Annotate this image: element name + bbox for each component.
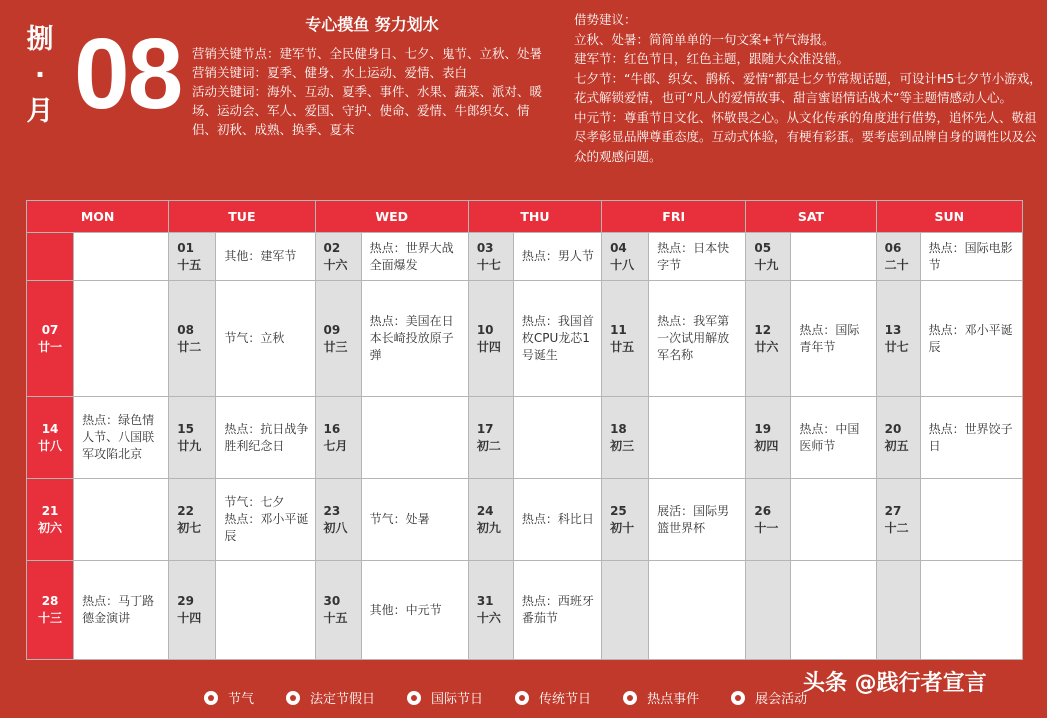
event-text: 热点：国际青年节 (799, 322, 860, 354)
calendar-event-cell (74, 397, 169, 479)
lunar-date: 十五 (177, 257, 202, 272)
calendar-event-cell (791, 281, 876, 397)
event-text: 热点：邓小平诞辰 (928, 322, 1013, 354)
lunar-date: 初六 (38, 520, 63, 535)
calendar-event-cell (361, 281, 468, 397)
calendar-event-cell (74, 233, 169, 281)
calendar-date-cell (315, 479, 361, 561)
weekday-header: FRI (602, 201, 746, 233)
lunar-date: 廿九 (177, 438, 202, 453)
calendar-event-cell (920, 281, 1022, 397)
advice-block (574, 10, 1044, 166)
calendar-event-cell (361, 233, 468, 281)
calendar-event-cell (649, 281, 746, 397)
legend (204, 688, 839, 707)
day-number: 18 (610, 421, 627, 436)
weekday-header: TUE (169, 201, 315, 233)
event-text: 热点：马丁路德金演讲 (82, 594, 155, 625)
calendar-event-cell (513, 479, 601, 561)
lunar-date: 廿七 (884, 339, 909, 354)
legend-item (623, 688, 699, 707)
calendar-date-cell (468, 397, 513, 479)
lunar-date: 初八 (323, 520, 348, 535)
calendar-event-cell (361, 479, 468, 561)
lunar-date: 十九 (754, 257, 779, 272)
day-number: 25 (610, 503, 627, 518)
day-number: 19 (754, 421, 772, 436)
calendar-date-cell (876, 479, 920, 561)
calendar-date-cell (746, 479, 791, 561)
calendar-event-cell (791, 233, 876, 281)
calendar-event-cell (513, 561, 601, 660)
day-number: 06 (884, 240, 902, 255)
calendar-event-cell (74, 561, 169, 660)
day-number: 03 (476, 240, 494, 255)
lunar-date: 初四 (754, 438, 779, 453)
slogan: 专心摸鱼 努力划水 (305, 15, 439, 34)
day-number: 02 (323, 240, 341, 255)
calendar-date-cell (169, 233, 216, 281)
day-number: 26 (754, 503, 772, 518)
legend-dot-icon (731, 691, 745, 705)
event-text: 热点：科比日 (521, 512, 594, 526)
calendar-date-cell-empty (602, 561, 649, 660)
calendar-week-row (27, 233, 1023, 281)
calendar-date-cell (746, 281, 791, 397)
calendar-event-cell (216, 281, 315, 397)
calendar-date-cell (876, 397, 920, 479)
lunar-date: 十一 (754, 520, 779, 535)
calendar-week-row (27, 561, 1023, 660)
weekday-header: MON (27, 201, 169, 233)
event-text: 热点：日本快字节 (657, 240, 730, 272)
event-text: 展活：国际男篮世界杯 (657, 503, 730, 535)
calendar-event-cell (216, 397, 315, 479)
event-text: 其他：中元节 (369, 602, 442, 617)
lunar-date: 廿六 (754, 339, 779, 354)
lunar-date: 十六 (476, 611, 501, 625)
day-number: 13 (884, 322, 902, 337)
lunar-date: 十七 (476, 257, 501, 272)
calendar-event-cell (216, 479, 315, 561)
calendar-week-row (27, 397, 1023, 479)
day-number: 21 (41, 503, 59, 518)
calendar-event-cell (791, 397, 876, 479)
day-number: 07 (41, 322, 59, 337)
calendar-date-cell (876, 233, 920, 281)
calendar-event-cell (920, 561, 1022, 660)
event-text: 热点：西班牙番茄节 (521, 594, 594, 625)
calendar-date-cell-monday (27, 233, 74, 281)
day-number: 17 (476, 421, 494, 436)
legend-label: 展会活动 (755, 692, 808, 707)
legend-label: 节气 (228, 692, 255, 707)
calendar-date-cell (746, 397, 791, 479)
legend-dot-icon (515, 691, 529, 705)
calendar-date-cell-monday (27, 561, 74, 660)
legend-item (515, 688, 591, 707)
calendar-date-cell (468, 233, 513, 281)
lunar-date: 廿五 (610, 339, 635, 354)
advice-line: 建军节：红色节日，红色主题，跟随大众准没错。 (574, 51, 850, 66)
calendar-date-cell (169, 561, 216, 660)
lunar-date: 二十 (884, 257, 909, 272)
lunar-date: 初七 (177, 520, 202, 535)
weekday-header: SUN (876, 201, 1022, 233)
legend-label: 热点事件 (647, 692, 700, 707)
calendar-event-cell (74, 281, 169, 397)
lunar-date: 初二 (476, 438, 501, 453)
event-text: 热点：抗日战争胜利纪念日 (224, 421, 309, 453)
calendar-event-cell (74, 479, 169, 561)
calendar-date-cell (468, 281, 513, 397)
event-text: 热点：我军第一次试用解放军名称 (657, 314, 730, 362)
calendar-event-cell (513, 281, 601, 397)
event-text: 节气：七夕 热点：邓小平诞辰 (224, 495, 309, 543)
lunar-date: 十三 (38, 611, 63, 625)
calendar-event-cell (361, 561, 468, 660)
day-number: 23 (323, 503, 341, 518)
calendar-date-cell-monday (27, 479, 74, 561)
day-number: 10 (476, 322, 494, 337)
keyword-line: 活动关键词：海外、互动、夏季、事件、水果、蔬菜、派对、暖场、运动会、军人、爱国、守护、使命、爱情、牛郎织女、情侣、初秋、成熟、换季、夏末 (192, 84, 543, 137)
calendar-event-cell (649, 397, 746, 479)
day-number: 12 (754, 322, 772, 337)
event-text: 热点：世界大战全面爆发 (369, 240, 454, 272)
legend-item (204, 688, 254, 707)
keyword-line: 营销关键词：夏季、健身、水上运动、爱情、表白 (192, 65, 468, 80)
legend-item (286, 688, 375, 707)
calendar-event-cell (649, 233, 746, 281)
day-number: 05 (754, 240, 772, 255)
event-text: 热点：美国在日本长崎投放原子弹 (369, 314, 454, 362)
weekday-header-row (27, 201, 1023, 233)
calendar-date-cell (315, 281, 361, 397)
day-number: 27 (884, 503, 902, 518)
day-number: 08 (177, 322, 194, 337)
calendar-week-row (27, 281, 1023, 397)
legend-dot-icon (407, 691, 421, 705)
calendar-date-cell (169, 479, 216, 561)
calendar-date-cell (315, 233, 361, 281)
month-vertical-label (22, 22, 58, 130)
calendar-date-cell (315, 397, 361, 479)
day-number: 22 (177, 503, 194, 518)
legend-label: 传统节日 (539, 692, 592, 707)
legend-item (407, 688, 483, 707)
calendar-event-cell (920, 397, 1022, 479)
lunar-date: 十二 (884, 520, 909, 535)
weekday-header: SAT (746, 201, 876, 233)
lunar-date: 初五 (884, 438, 909, 453)
calendar-date-cell-monday (27, 397, 74, 479)
event-text: 其他：建军节 (224, 249, 297, 263)
legend-item (731, 688, 807, 707)
advice-line: 中元节：尊重节日文化、怀敬畏之心。从文化传承的角度进行借势，追怀先人、敬祖尽孝彰显品牌尊重态度。互动式体验，有梗有彩蛋。要考虑到品牌自身的调性以及公众的观感问题。 (574, 109, 1037, 164)
lunar-date: 十八 (610, 257, 635, 272)
calendar-event-cell (920, 233, 1022, 281)
lunar-date: 廿二 (177, 339, 202, 354)
calendar-event-cell (791, 479, 876, 561)
calendar-table (26, 200, 1023, 660)
lunar-date: 七月 (323, 438, 348, 453)
event-text: 热点：男人节 (521, 249, 594, 263)
calendar-event-cell (513, 397, 601, 479)
day-number: 16 (323, 421, 341, 436)
day-number: 28 (41, 594, 59, 608)
event-text: 节气：立秋 (224, 331, 285, 345)
event-text: 节气：处暑 (369, 512, 430, 526)
calendar-date-cell-empty (876, 561, 920, 660)
calendar-date-cell (315, 561, 361, 660)
legend-label: 法定节假日 (310, 692, 376, 707)
calendar-event-cell (361, 397, 468, 479)
calendar-date-cell (602, 397, 649, 479)
weekday-header: WED (315, 201, 468, 233)
day-number: 09 (323, 322, 341, 337)
calendar-body (27, 233, 1023, 660)
watermark: 头条 @践行者宣言 (803, 671, 987, 696)
lunar-date: 廿三 (323, 339, 348, 354)
keyword-line: 营销关键节点：建军节、全民健身日、七夕、鬼节、立秋、处暑 (192, 46, 543, 61)
month-char: 捌 (26, 24, 54, 55)
event-text: 热点：中国医师节 (799, 421, 860, 453)
calendar-date-cell (169, 281, 216, 397)
day-number: 31 (476, 594, 494, 608)
calendar-event-cell (920, 479, 1022, 561)
calendar-date-cell-empty (746, 561, 791, 660)
calendar-event-cell (216, 233, 315, 281)
advice-line: 七夕节：“牛郎、织女、鹊桥、爱情”都是七夕节常规话题，可设计H5七夕节小游戏，花式解锁爱情，也可“凡人的爱情故事、甜言蜜语情话战术”等主题情感动人心。 (574, 70, 1042, 105)
month-char: · (34, 60, 46, 91)
big-month-number: 08 (74, 18, 182, 130)
lunar-date: 初十 (610, 520, 635, 535)
lunar-date: 初九 (476, 520, 501, 535)
day-number: 14 (41, 421, 59, 436)
calendar-date-cell (876, 281, 920, 397)
advice-line: 立秋、处暑：简简单单的一句文案+节气海报。 (574, 31, 835, 47)
lunar-date: 廿八 (38, 438, 63, 453)
calendar-week-row (27, 479, 1023, 561)
day-number: 15 (177, 421, 194, 436)
calendar-event-cell (513, 233, 601, 281)
lunar-date: 廿四 (476, 339, 501, 354)
calendar-date-cell-monday (27, 281, 74, 397)
legend-dot-icon (286, 691, 300, 705)
calendar-date-cell (602, 233, 649, 281)
calendar-date-cell (468, 479, 513, 561)
day-number: 20 (884, 421, 902, 436)
calendar-event-cell (649, 479, 746, 561)
calendar-date-cell (602, 479, 649, 561)
calendar-event-cell (649, 561, 746, 660)
day-number: 30 (323, 594, 341, 608)
day-number: 29 (177, 594, 194, 608)
event-text: 热点：世界饺子日 (928, 421, 1013, 453)
calendar-date-cell (169, 397, 216, 479)
legend-dot-icon (204, 691, 218, 705)
calendar-event-cell (216, 561, 315, 660)
day-number: 01 (177, 240, 194, 255)
keywords-block (192, 44, 552, 139)
calendar-event-cell (791, 561, 876, 660)
event-text: 热点：国际电影节 (928, 240, 1013, 272)
month-char: 月 (26, 96, 54, 127)
day-number: 04 (610, 240, 627, 255)
lunar-date: 十六 (323, 257, 348, 272)
lunar-date: 十四 (177, 611, 202, 625)
event-text: 热点：我国首枚CPU龙芯1号诞生 (521, 314, 594, 362)
advice-line: 借势建议： (574, 12, 637, 27)
event-text: 热点：绿色情人节、八国联军攻陷北京 (82, 413, 155, 461)
legend-label: 国际节日 (431, 692, 484, 707)
calendar-date-cell (602, 281, 649, 397)
calendar-date-cell (468, 561, 513, 660)
lunar-date: 十五 (323, 611, 348, 625)
day-number: 11 (610, 322, 627, 337)
legend-dot-icon (623, 691, 637, 705)
weekday-header: THU (468, 201, 601, 233)
day-number: 24 (476, 503, 494, 518)
lunar-date: 初三 (610, 438, 635, 453)
calendar-date-cell (746, 233, 791, 281)
lunar-date: 廿一 (38, 339, 63, 354)
